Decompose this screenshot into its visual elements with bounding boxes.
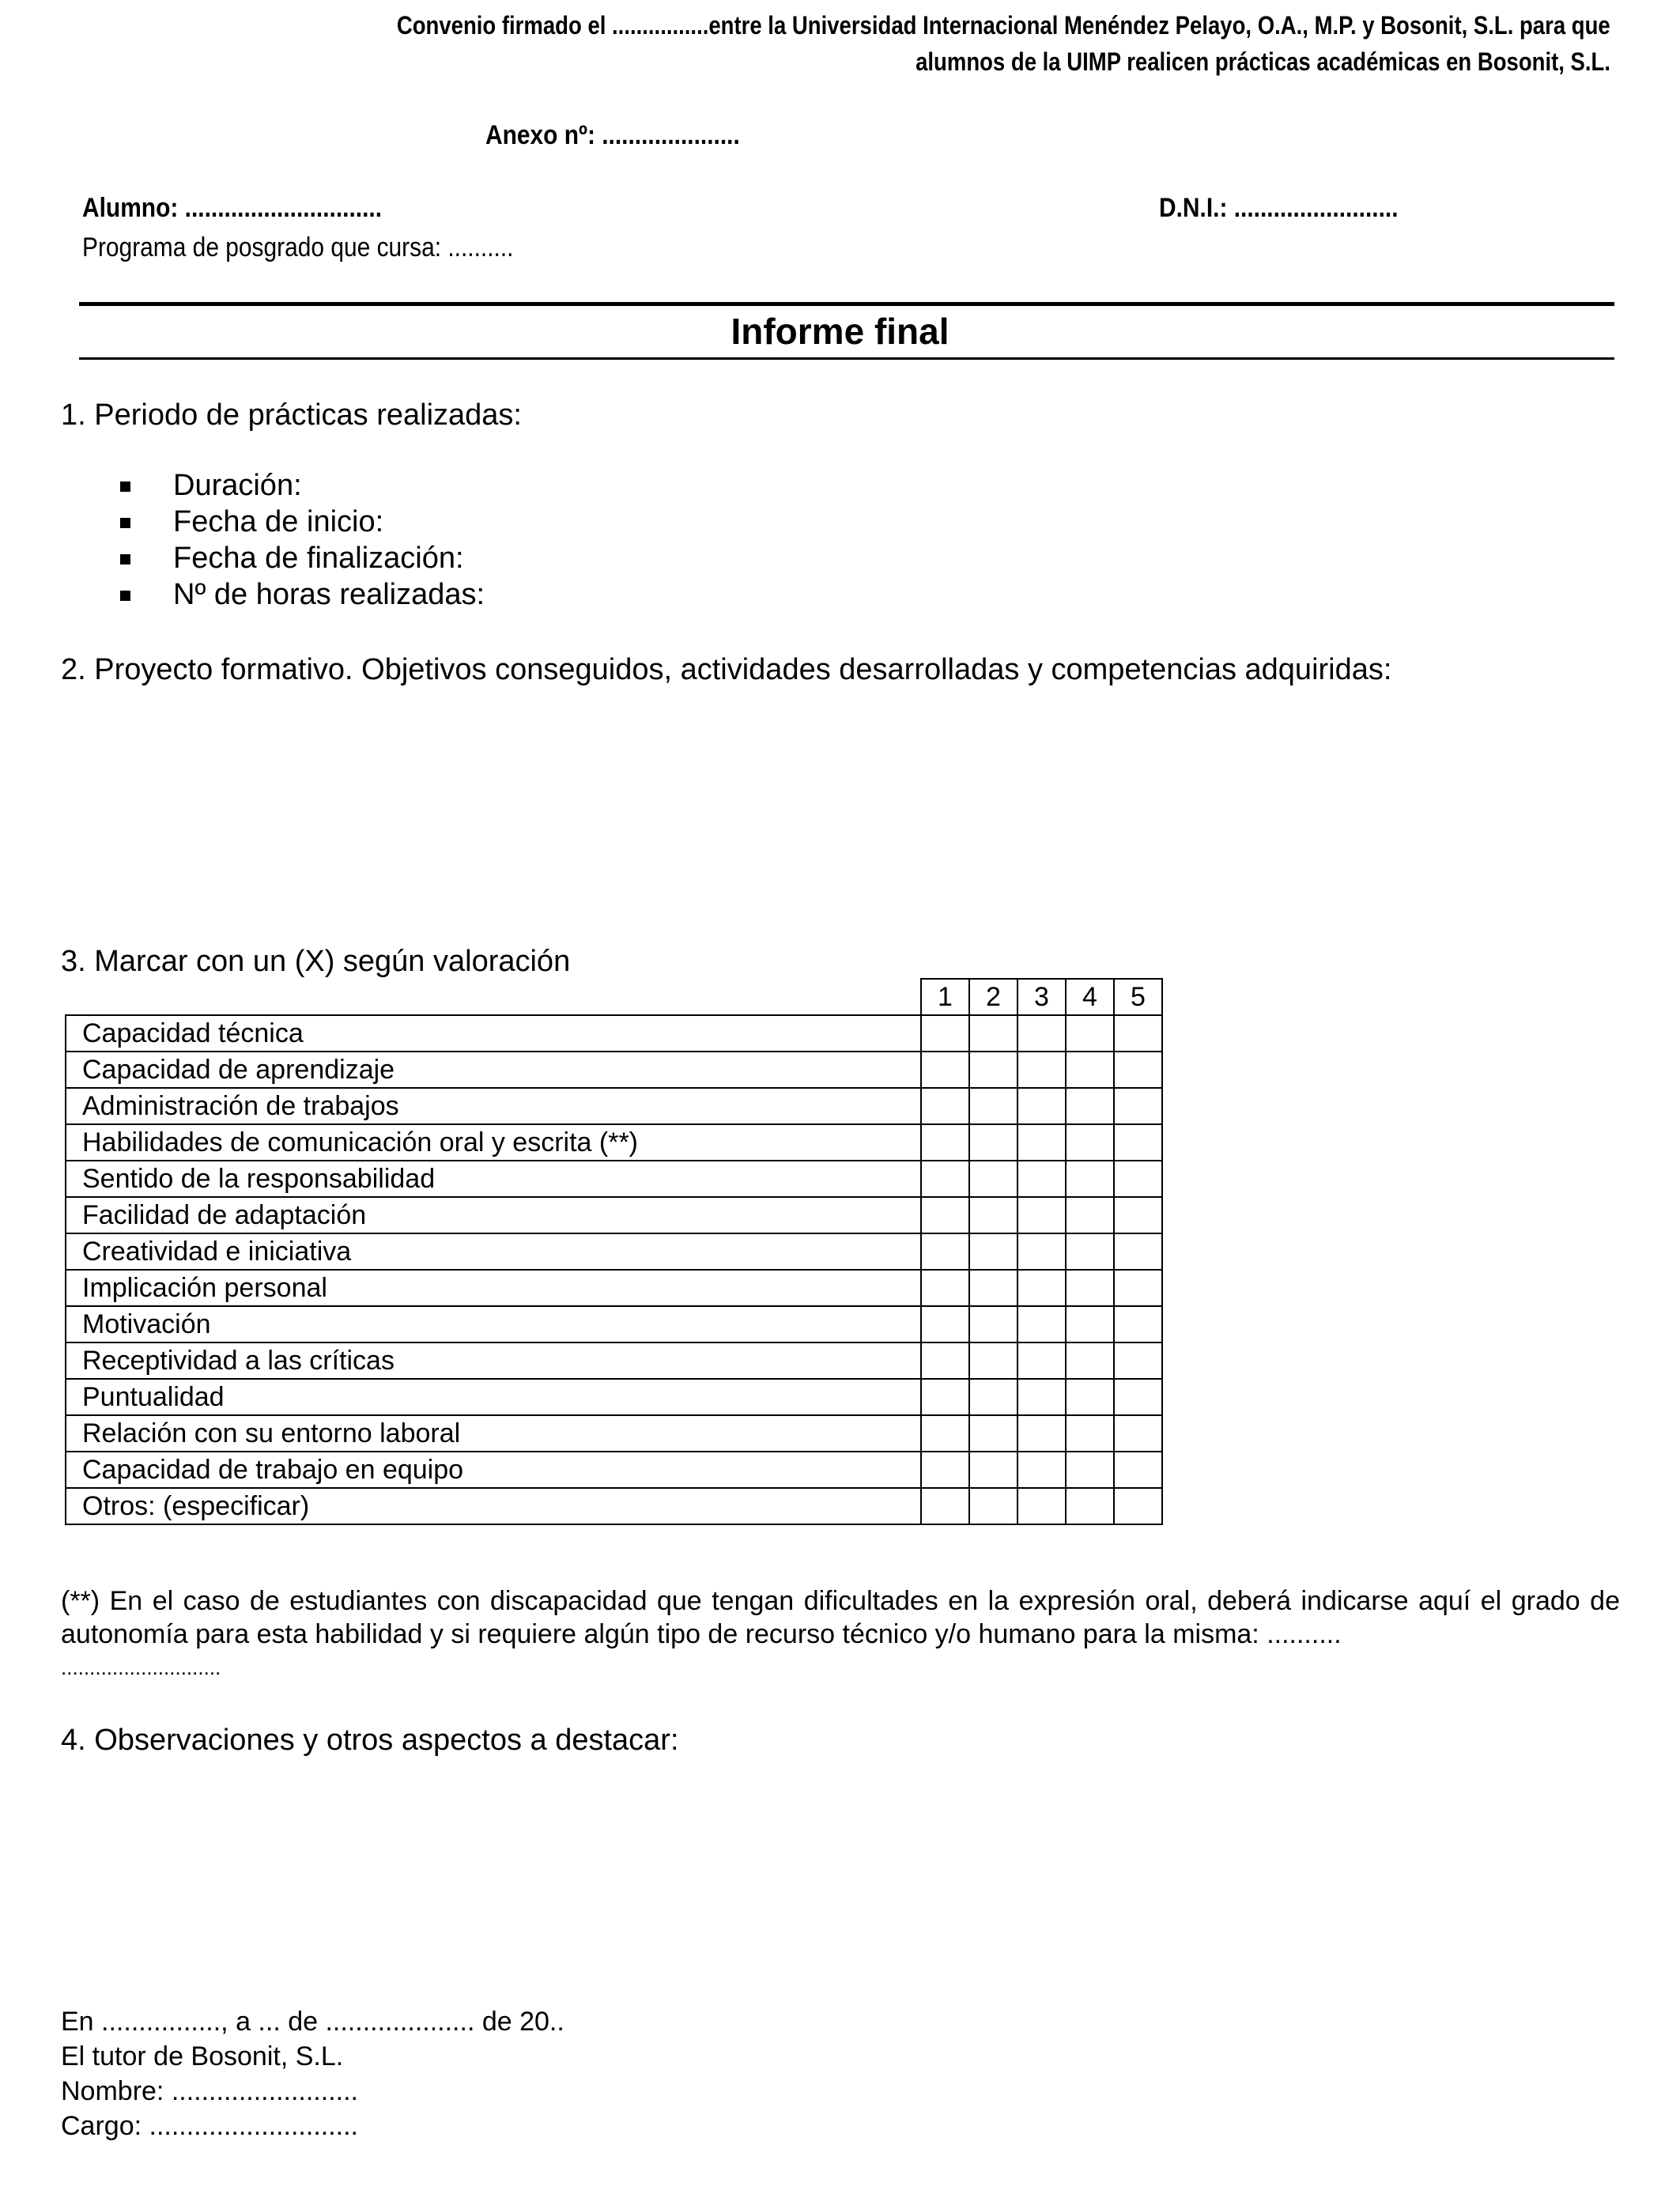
bullet-icon (120, 591, 130, 601)
rating-cell[interactable] (969, 1415, 1017, 1452)
rating-cell[interactable] (1066, 1015, 1114, 1052)
rating-cell[interactable] (1017, 1124, 1066, 1161)
table-row (66, 1452, 1162, 1488)
rating-cell[interactable] (921, 1161, 969, 1197)
criterion-label: Motivación (66, 1306, 921, 1342)
rating-cell[interactable] (1114, 1488, 1162, 1524)
rating-cell[interactable] (1114, 1342, 1162, 1379)
rating-cell[interactable] (1114, 1233, 1162, 1270)
rating-cell[interactable] (1017, 1342, 1066, 1379)
rating-cell[interactable] (1066, 1270, 1114, 1306)
anexo-field: Anexo nº: ..................... (485, 120, 740, 150)
rating-cell[interactable] (921, 1233, 969, 1270)
rating-cell[interactable] (1066, 1161, 1114, 1197)
table-row (66, 1124, 1162, 1161)
program-field: Programa de posgrado que cursa: .......... (82, 232, 514, 262)
title-rule-top (79, 302, 1614, 306)
rating-cell[interactable] (1114, 1124, 1162, 1161)
section-3-heading: 3. Marcar con un (X) según valoración (61, 945, 571, 978)
period-item-end-date: Fecha de finalización: (173, 542, 464, 575)
criterion-label: Capacidad de aprendizaje (66, 1052, 921, 1088)
scale-header-2: 2 (969, 979, 1017, 1015)
rating-cell[interactable] (1017, 1088, 1066, 1124)
rating-cell[interactable] (1114, 1415, 1162, 1452)
tutor-label: El tutor de Bosonit, S.L. (61, 2041, 344, 2071)
rating-cell[interactable] (969, 1161, 1017, 1197)
disability-footnote: (**) En el caso de estudiantes con discapacidad que tengan dificultades en la expresión oral, deberá indicarse aquí el grado de autonomía para esta habilidad y si requiere algún tipo de recurso técnico y/o humano para la misma: .......... (61, 1586, 1620, 1649)
rating-cell[interactable] (921, 1052, 969, 1088)
rating-cell[interactable] (1066, 1342, 1114, 1379)
rating-cell[interactable] (1114, 1161, 1162, 1197)
title-rule-bottom (79, 357, 1614, 360)
table-row (66, 1161, 1162, 1197)
tutor-position-field: Cargo: ............................ (61, 2111, 358, 2141)
rating-cell[interactable] (1066, 1379, 1114, 1415)
agreement-header-line-1: Convenio firmado el ................entre la Universidad Internacional Menéndez Pelayo, O.A., M.P. y Bosonit, S.L. para que (397, 11, 1610, 40)
rating-cell[interactable] (1114, 1015, 1162, 1052)
rating-cell[interactable] (969, 1015, 1017, 1052)
tutor-name-field: Nombre: ......................... (61, 2076, 358, 2106)
rating-cell[interactable] (969, 1052, 1017, 1088)
rating-cell[interactable] (921, 1452, 969, 1488)
criterion-label: Receptividad a las críticas (66, 1342, 921, 1379)
agreement-header-line-2: alumnos de la UIMP realicen prácticas académicas en Bosonit, S.L. (916, 47, 1610, 76)
rating-cell[interactable] (1017, 1379, 1066, 1415)
rating-cell[interactable] (1017, 1415, 1066, 1452)
criterion-label: Creatividad e iniciativa (66, 1233, 921, 1270)
table-row (66, 1197, 1162, 1233)
table-row (66, 1488, 1162, 1524)
rating-cell[interactable] (969, 1270, 1017, 1306)
rating-cell[interactable] (921, 1415, 969, 1452)
rating-scale-header-row (66, 979, 1162, 1015)
section-1-heading: 1. Periodo de prácticas realizadas: (61, 398, 522, 432)
criterion-label: Puntualidad (66, 1379, 921, 1415)
section-2-heading: 2. Proyecto formativo. Objetivos conseguidos, actividades desarrolladas y competencias adquiridas: (61, 653, 1392, 686)
criterion-label: Capacidad técnica (66, 1015, 921, 1052)
bullet-icon (120, 518, 130, 528)
criterion-label: Facilidad de adaptación (66, 1197, 921, 1233)
rating-cell[interactable] (969, 1233, 1017, 1270)
rating-cell[interactable] (969, 1342, 1017, 1379)
rating-cell[interactable] (921, 1088, 969, 1124)
rating-cell[interactable] (1114, 1270, 1162, 1306)
table-row (66, 1415, 1162, 1452)
table-row (66, 1306, 1162, 1342)
rating-cell[interactable] (921, 1306, 969, 1342)
period-item-duration: Duración: (173, 469, 302, 502)
rating-cell[interactable] (969, 1488, 1017, 1524)
criterion-label: Relación con su entorno laboral (66, 1415, 921, 1452)
rating-table (65, 978, 1163, 1525)
rating-cell[interactable] (1066, 1124, 1114, 1161)
rating-cell[interactable] (1114, 1197, 1162, 1233)
table-row (66, 1270, 1162, 1306)
criterion-label: Sentido de la responsabilidad (66, 1161, 921, 1197)
place-date-line: En ................, a ... de .................... de 20.. (61, 2007, 564, 2037)
rating-cell[interactable] (1066, 1233, 1114, 1270)
rating-cell[interactable] (1114, 1088, 1162, 1124)
scale-header-1: 1 (921, 979, 969, 1015)
rating-cell[interactable] (1066, 1452, 1114, 1488)
rating-cell[interactable] (1017, 1306, 1066, 1342)
period-item-start-date: Fecha de inicio: (173, 505, 384, 538)
table-row (66, 1342, 1162, 1379)
period-item-hours: Nº de horas realizadas: (173, 578, 485, 611)
rating-cell[interactable] (921, 1379, 969, 1415)
rating-cell[interactable] (969, 1379, 1017, 1415)
rating-cell[interactable] (1017, 1015, 1066, 1052)
rating-cell[interactable] (1114, 1306, 1162, 1342)
student-name-field: Alumno: .............................. (82, 193, 383, 223)
rating-cell[interactable] (969, 1197, 1017, 1233)
table-row (66, 1088, 1162, 1124)
rating-cell[interactable] (1066, 1052, 1114, 1088)
rating-cell[interactable] (969, 1088, 1017, 1124)
rating-cell[interactable] (921, 1015, 969, 1052)
rating-cell[interactable] (1114, 1052, 1162, 1088)
section-4-heading: 4. Observaciones y otros aspectos a destacar: (61, 1724, 679, 1757)
rating-cell[interactable] (1017, 1197, 1066, 1233)
rating-cell[interactable] (921, 1197, 969, 1233)
table-row (66, 1052, 1162, 1088)
bullet-icon (120, 481, 130, 492)
rating-cell[interactable] (969, 1452, 1017, 1488)
table-row (66, 1015, 1162, 1052)
rating-cell[interactable] (921, 1342, 969, 1379)
criterion-label: Implicación personal (66, 1270, 921, 1306)
rating-cell[interactable] (1017, 1161, 1066, 1197)
dni-field: D.N.I.: ......................... (1159, 193, 1399, 223)
rating-cell[interactable] (1017, 1233, 1066, 1270)
rating-cell[interactable] (1114, 1379, 1162, 1415)
rating-cell[interactable] (1017, 1452, 1066, 1488)
rating-cell[interactable] (921, 1488, 969, 1524)
rating-cell[interactable] (1066, 1088, 1114, 1124)
rating-cell[interactable] (1066, 1306, 1114, 1342)
rating-cell[interactable] (921, 1124, 969, 1161)
rating-cell[interactable] (921, 1270, 969, 1306)
criterion-label: Administración de trabajos (66, 1088, 921, 1124)
rating-cell[interactable] (1017, 1052, 1066, 1088)
bullet-icon (120, 554, 130, 565)
page-title: Informe final (731, 311, 949, 352)
rating-cell[interactable] (1017, 1270, 1066, 1306)
scale-header-5: 5 (1114, 979, 1162, 1015)
rating-cell[interactable] (1114, 1452, 1162, 1488)
scale-header-3: 3 (1017, 979, 1066, 1015)
footnote-dotted-line: ............................ (61, 1656, 221, 1679)
criterion-label: Habilidades de comunicación oral y escrita (**) (66, 1124, 921, 1161)
rating-cell[interactable] (969, 1124, 1017, 1161)
criterion-label: Capacidad de trabajo en equipo (66, 1452, 921, 1488)
rating-cell[interactable] (1017, 1488, 1066, 1524)
rating-cell[interactable] (1066, 1197, 1114, 1233)
table-row (66, 1233, 1162, 1270)
table-row (66, 1379, 1162, 1415)
rating-cell[interactable] (969, 1306, 1017, 1342)
header-blank-cell (66, 979, 921, 1015)
scale-header-4: 4 (1066, 979, 1114, 1015)
rating-cell[interactable] (1066, 1488, 1114, 1524)
criterion-label: Otros: (especificar) (66, 1488, 921, 1524)
rating-cell[interactable] (1066, 1415, 1114, 1452)
